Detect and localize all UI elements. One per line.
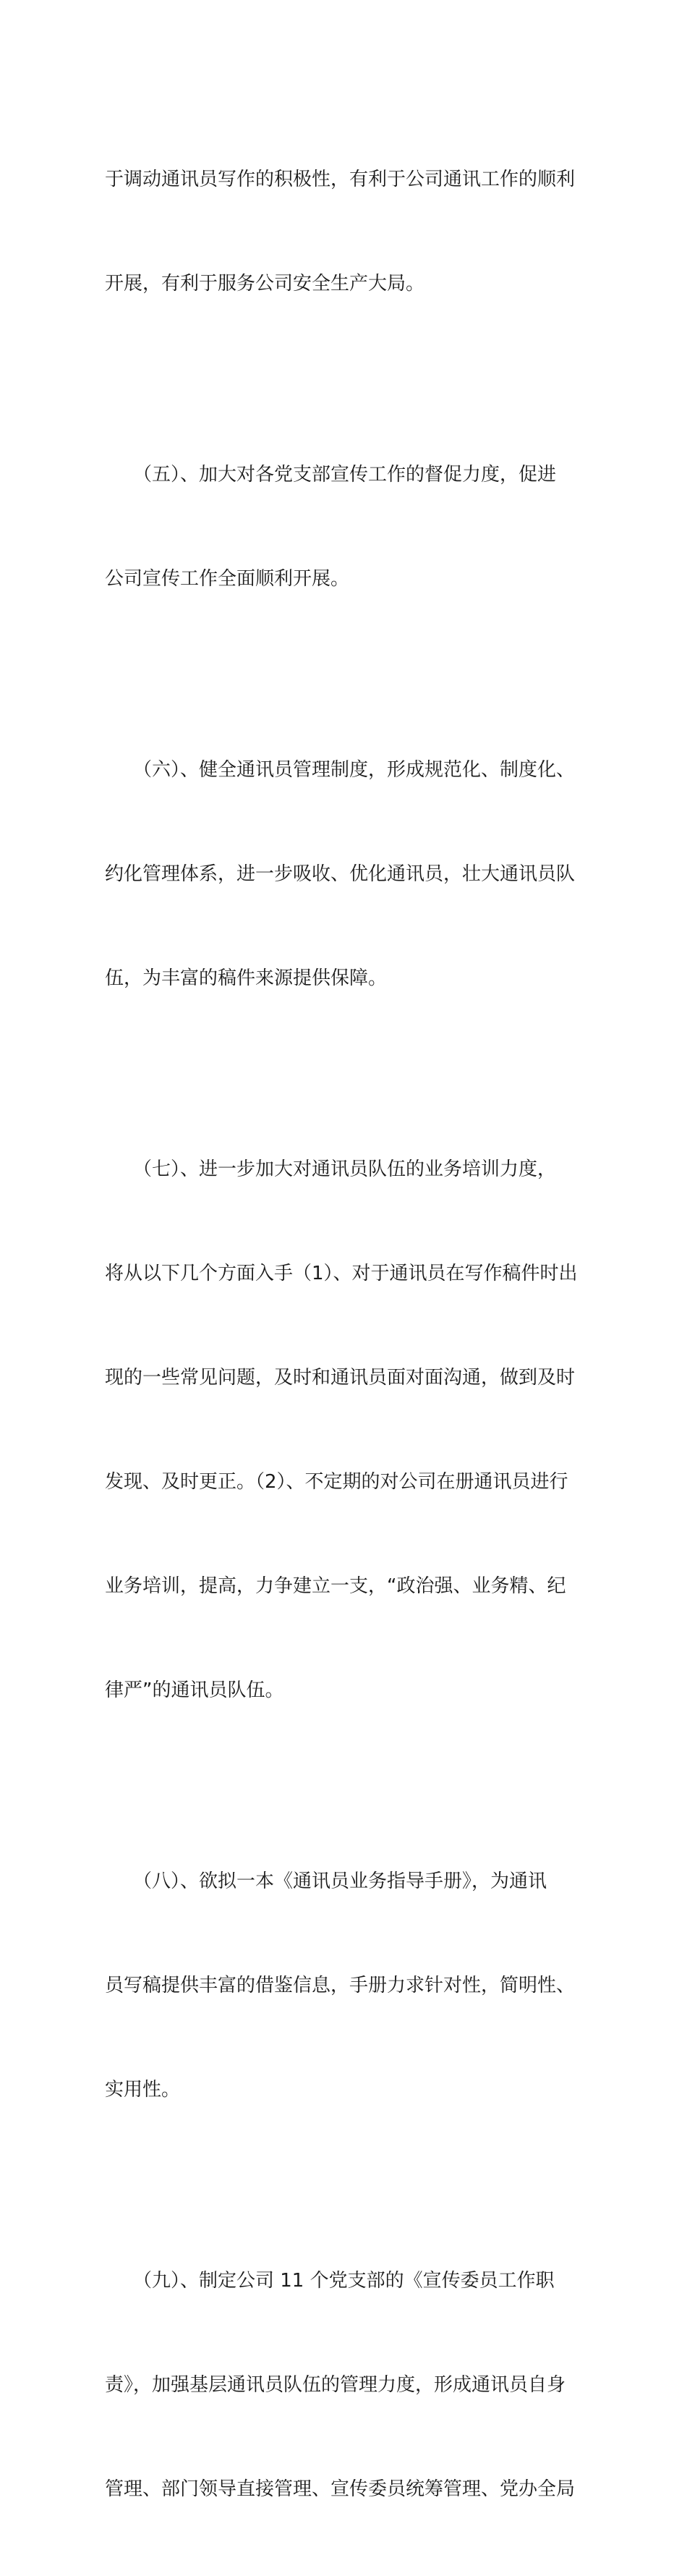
text-line: （九）、制定公司 11 个党支部的《宣传委员工作职 [105,2270,555,2292]
text-line: 责》，加强基层通讯员队伍的管理力度，形成通讯员自身 [105,2374,566,2396]
text-line: 公司宣传工作全面顺利开展。 [105,568,350,590]
paragraph-continuation [105,93,591,370]
text-line: 伍，为丰富的稿件来源提供保障。 [105,967,388,989]
text-line: 管理、部门领导直接管理、宣传委员统筹管理、党办全局 [105,2478,576,2500]
text-line: 业务培训，提高，力争建立一支，“政治强、业务精、纪 [105,1575,566,1597]
text-line: 于调动通讯员写作的积极性，有利于公司通讯工作的顺利 [105,169,576,190]
text-line: 现的一些常见问题，及时和通讯员面对面沟通，做到及时 [105,1367,576,1389]
text-line: 实用性。 [105,2079,181,2101]
document-body [105,93,591,2576]
paragraph-item-8 [105,1795,591,2177]
text-line: 开展，有利于服务公司安全生产大局。 [105,273,425,295]
paragraph-item-5 [105,388,591,666]
text-line: 将从以下几个方面入手（1）、对于通讯员在写作稿件时出 [105,1263,578,1284]
text-line: （八）、欲拟一本《通讯员业务指导手册》，为通讯 [105,1870,547,1892]
text-line: 员写稿提供丰富的借鉴信息，手册力求针对性，简明性、 [105,1975,576,1996]
text-line: （五）、加大对各党支部宣传工作的督促力度，促进 [105,464,557,486]
text-line: 律严”的通讯员队伍。 [105,1679,284,1701]
text-line: （七）、进一步加大对通讯员队伍的业务培训力度， [105,1158,557,1180]
text-line: 发现、及时更正。（2）、不定期的对公司在册通讯员进行 [105,1471,568,1493]
paragraph-item-6 [105,683,591,1065]
text-line: 约化管理体系，进一步吸收、优化通讯员，壮大通讯员队 [105,863,576,885]
text-line: （六）、健全通讯员管理制度，形成规范化、制度化、 [105,759,576,781]
paragraph-item-9 [105,2194,591,2576]
paragraph-item-7 [105,1082,591,1777]
